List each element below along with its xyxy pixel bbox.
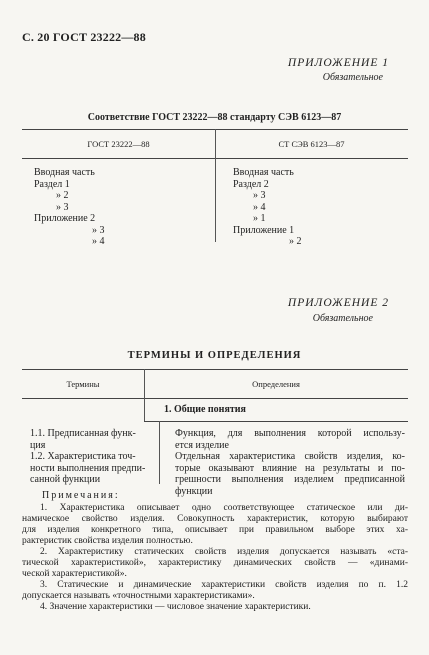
table-1-column-divider [215,129,216,242]
appendix-2-subtitle: Обязательное [312,313,373,324]
note-line: для изделия конкретного типа, описывает при правильном выборе этих ха- [22,525,408,535]
list-item: Раздел 2 [233,178,269,190]
section-heading-border [144,421,408,422]
note-line: 2. Характеристику статических свойств изделия допускается называть «ста- [40,547,408,557]
section-heading: 1. Общие понятия [164,404,246,415]
list-item: Приложение 2 [34,213,96,224]
appendix-2-heading: ТЕРМИНЫ И ОПРЕДЕЛЕНИЯ [127,350,302,361]
table-1-col-right-header: СТ СЭВ 6123—87 [278,139,345,149]
note-line: допускается называть «точностными характеристиками». [22,591,255,601]
appendix-1-heading: Соответствие ГОСТ 23222—88 стандарту СЭВ 6123—87 [87,112,342,123]
definition-1-1: Функция, для выполнения которой использу- ется изделие [175,428,405,451]
note-line: намическое свойство изделия. Совокупность характеристик, которую выбирают [22,514,408,524]
list-item: » 1 [253,213,266,224]
appendix-1-title: ПРИЛОЖЕНИЕ 1 [287,57,389,69]
definition-1-2: Отдельная характеристика свойств изделия, ко- торые оказывают влияние на результаты и по- грешности выполнения изделием предписанной функции [175,451,405,497]
note-line: 4. Значение характеристики — числовое значение характеристики. [40,602,311,612]
note-line: 1. Характеристика описывает одно соответствующее статическое или ди- [40,503,408,513]
table-2-column-divider-top [144,369,145,421]
note-line: 3. Статические и динамические характеристики свойств изделия по п. 1.2 [40,580,408,590]
term-1-1: 1.1. Предписанная функ- ция [30,428,136,451]
term-1-2: 1.2. Характеристика точ- ности выполнения предпи- санной функции [30,451,146,485]
list-item: » 2 [56,190,69,201]
list-item: » 3 [253,190,266,201]
table-1-right-column [233,167,302,248]
table-2-top-border [22,369,408,370]
list-item: Вводная часть [233,167,294,178]
list-item: » 2 [289,236,302,247]
list-item: » 4 [253,201,266,213]
note-line: тической характеристикой», характеристику динамических свойств — «динами- [22,558,408,568]
table-2-col-terms-header: Термины [66,379,100,389]
list-item: » 4 [92,236,105,247]
list-item: Вводная часть [34,167,95,178]
table-2-column-divider-body [159,421,160,484]
list-item: Приложение 1 [233,224,295,236]
notes-block [22,503,408,613]
note-line: ческой характеристикой». [22,569,127,579]
appendix-1-subtitle: Обязательное [322,72,383,83]
appendix-2-title: ПРИЛОЖЕНИЕ 2 [287,297,389,309]
list-item: » 3 [56,201,69,213]
page-header: С. 20 ГОСТ 23222—88 [22,30,146,44]
notes-title: Примечания: [42,490,120,501]
note-line: рактеристик свойства изделия полностью. [22,536,193,546]
table-2-header-border [22,398,408,399]
table-1-left-column [34,167,105,248]
table-1-col-left-header: ГОСТ 23222—88 [87,139,150,149]
list-item: Раздел 1 [34,178,70,190]
list-item: » 3 [92,224,105,236]
table-2-col-defs-header: Определения [252,379,300,389]
